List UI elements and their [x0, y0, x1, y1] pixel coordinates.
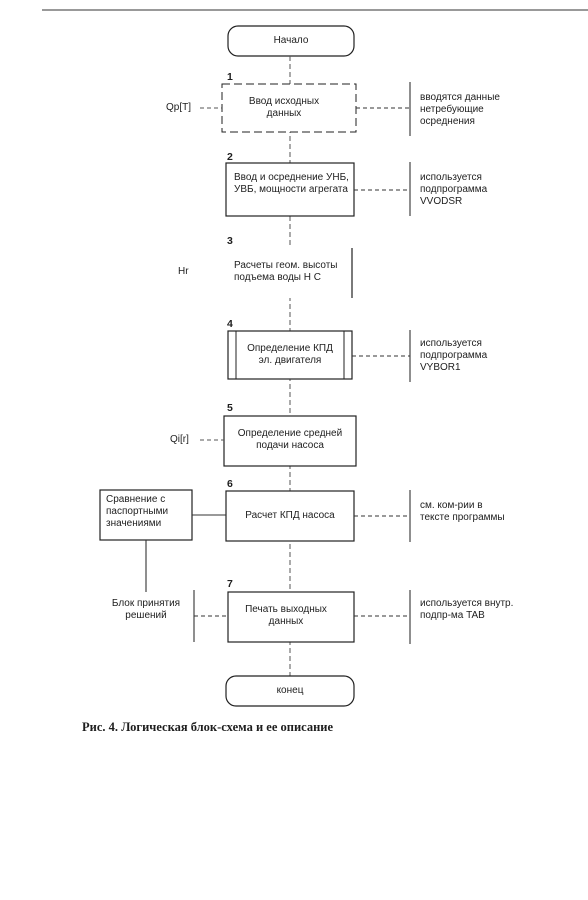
- block-1-number: 1: [227, 71, 233, 83]
- input-h-label: Hr: [178, 266, 189, 277]
- block-7-number: 7: [227, 578, 233, 590]
- compare-text: Сравнение с паспортными значениями: [106, 494, 169, 529]
- comment-4: используется подпрограмма VYBOR1: [420, 338, 488, 373]
- block-6-text: Расчет КПД насоса: [245, 510, 335, 521]
- block-4-number: 4: [227, 318, 233, 330]
- block-5-number: 5: [227, 402, 233, 414]
- block-7-text: Печать выходных данных: [245, 604, 327, 627]
- input-q-r-label: Qi[r]: [170, 434, 189, 445]
- comment-6: см. ком-рии в тексте программы: [420, 500, 505, 523]
- comment-1: вводятся данные нетребующие осреднения: [420, 92, 500, 127]
- end-label: конец: [276, 685, 304, 696]
- block-2-text: Ввод и осреднение УНБ, УВБ, мощности агрегата: [234, 172, 349, 195]
- block-6-number: 6: [227, 478, 233, 490]
- block-4-text: Определение КПД эл. двигателя: [247, 343, 333, 366]
- block-1-text: Ввод исходных данных: [248, 96, 320, 119]
- block-2-number: 2: [227, 151, 233, 163]
- block-3-text: Расчеты геом. высоты подъема воды Н С: [234, 260, 338, 283]
- block-5-text: Определение средней подачи насоса: [237, 428, 343, 451]
- decision-text: Блок принятия решений: [111, 598, 181, 621]
- start-label: Начало: [273, 35, 309, 46]
- comment-2: используется подпрограмма VVODSR: [420, 172, 488, 207]
- figure-caption: Рис. 4. Логическая блок-схема и ее описание: [82, 720, 334, 734]
- comment-bracket-1: [356, 82, 410, 136]
- block-3-number: 3: [227, 235, 233, 247]
- comment-7: используется внутр. подпр-ма TAB: [420, 598, 514, 621]
- input-q-t-label: Qp[T]: [166, 102, 192, 113]
